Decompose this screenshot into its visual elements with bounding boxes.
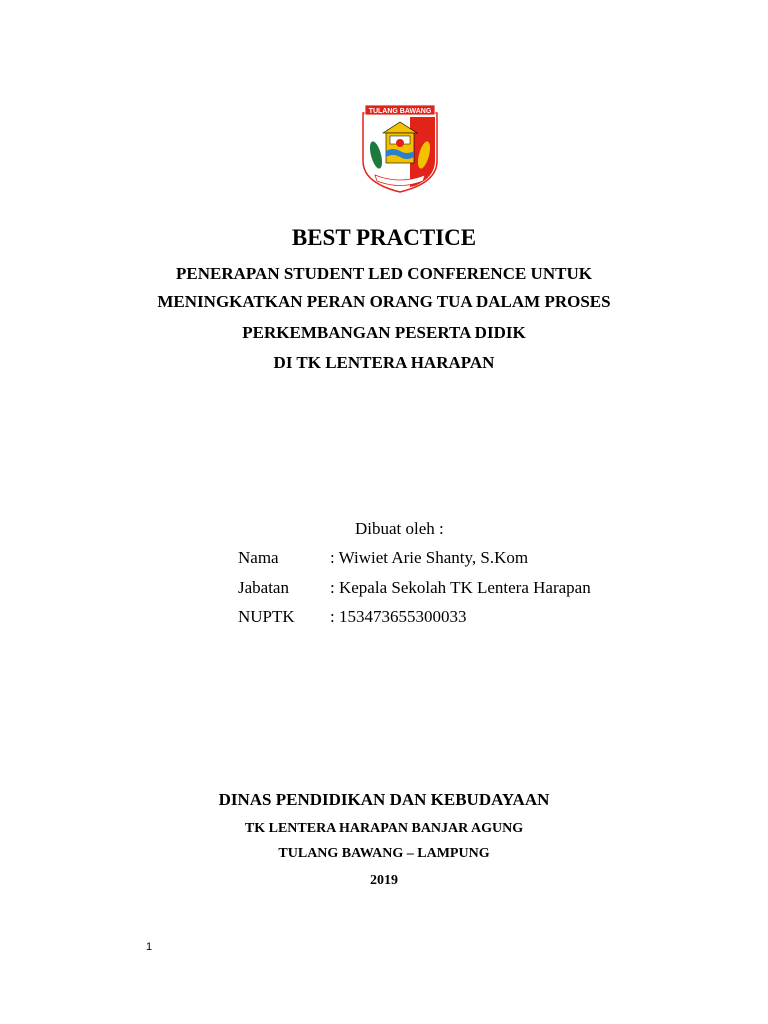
author-row-position (238, 578, 591, 598)
subtitle-line-4: DI TK LENTERA HARAPAN (273, 353, 495, 372)
author-label-nuptk: NUPTK (238, 607, 295, 626)
emblem-center-circle (396, 139, 404, 147)
page-number: 1 (146, 941, 153, 953)
document-title: BEST PRACTICE (291, 225, 477, 250)
tulang-bawang-emblem (361, 103, 439, 193)
author-label-position: Jabatan (238, 578, 289, 597)
author-label-name: Nama (238, 548, 279, 567)
author-row-name (238, 548, 528, 568)
author-heading: Dibuat oleh : (355, 519, 444, 538)
footer-year: 2019 (370, 873, 398, 888)
author-value-position: : Kepala Sekolah TK Lentera Harapan (330, 578, 591, 597)
subtitle-line-3: PERKEMBANGAN PESERTA DIDIK (242, 323, 526, 342)
subtitle-line-1: PENERAPAN STUDENT LED CONFERENCE UNTUK (176, 264, 592, 283)
author-value-nuptk: : 153473655300033 (330, 607, 467, 626)
emblem-banner-text: TULANG BAWANG (368, 108, 432, 115)
footer-school: TK LENTERA HARAPAN BANJAR AGUNG (244, 821, 524, 836)
footer-institution: DINAS PENDIDIKAN DAN KEBUDAYAAN (218, 790, 550, 809)
subtitle-line-2: MENINGKATKAN PERAN ORANG TUA DALAM PROSES (157, 292, 611, 311)
author-value-name: : Wiwiet Arie Shanty, S.Kom (330, 548, 529, 567)
author-row-nuptk (238, 607, 466, 627)
footer-location: TULANG BAWANG – LAMPUNG (278, 846, 490, 861)
